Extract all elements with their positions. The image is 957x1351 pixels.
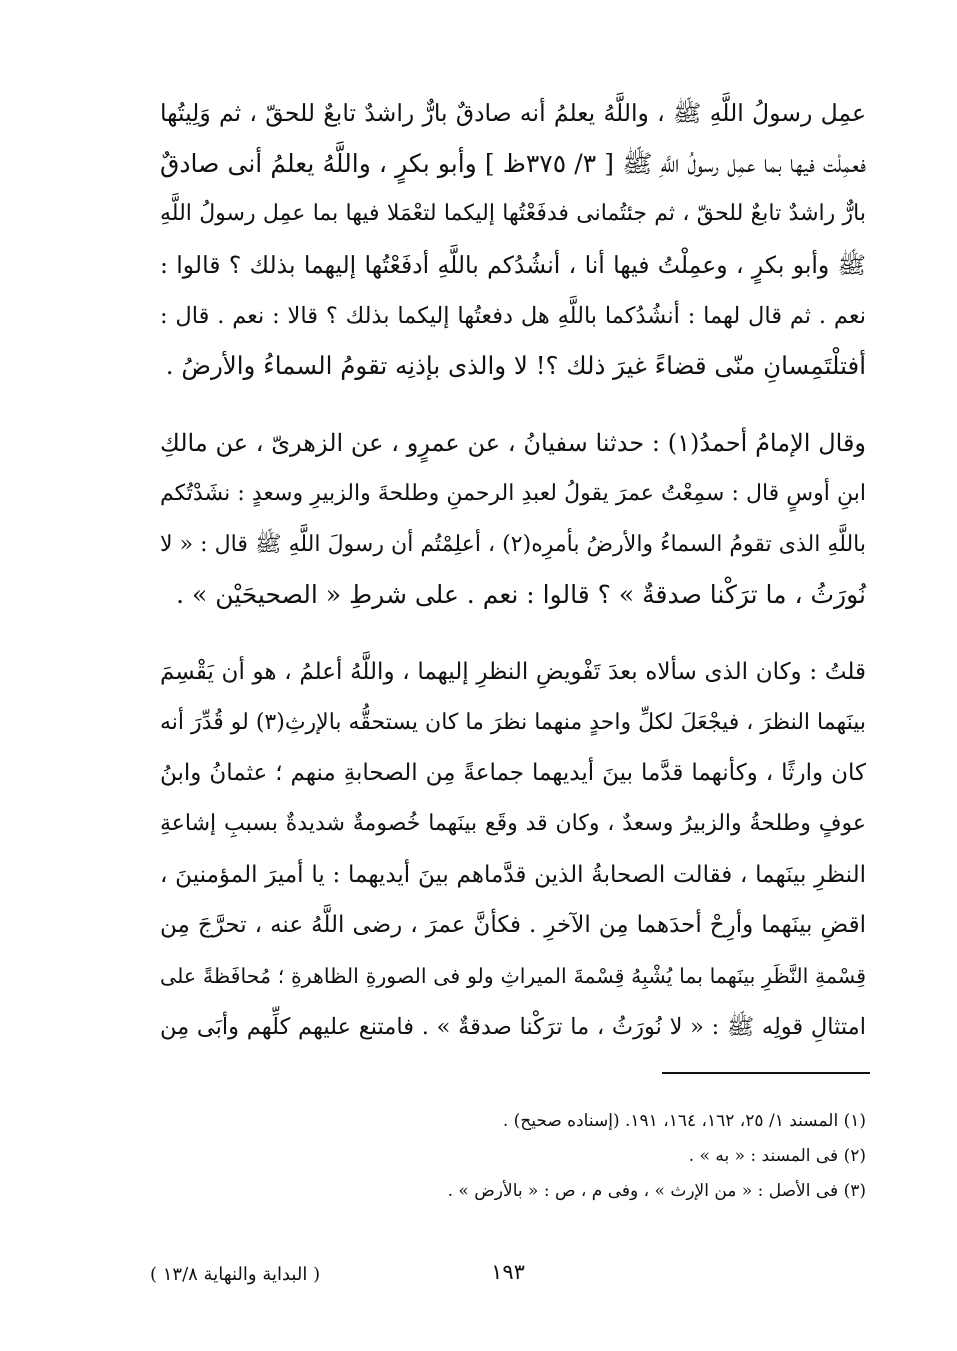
paragraph-1 (160, 88, 866, 392)
text-line: النظرِ بينَهما ، فقالت الصحابةُ الذين قدَّماهم بينَ أيديهما : يا أميرَ المؤمنينَ ، (160, 861, 866, 888)
text-line: كان وارثًا ، وكأنهما قدَّما بينَ أيديهما جماعةً مِن الصحابةِ منهم ؛ عثمانُ وابنُ (160, 760, 866, 787)
text-line: بينَهما النظرَ ، فيجْعَلَ لكلِّ واحدٍ منهما نظرَ ما كان يستحقُّه بالإرثِ(٣) لو قُدِّرَ أنه (160, 709, 866, 735)
paragraph-3 (160, 647, 866, 1053)
footnote-separator (662, 1072, 870, 1074)
text-line: امتثالِ قولِه ﷺ : « لا نُورَثُ ، ما ترَكْنا صدقةٌ » . فامتنع عليهم كلِّهم وأبَى مِن (160, 1013, 866, 1040)
footnote-3: (٣) فى الأصل : « من الإرث » ، وفى م ، ص : « بالأرض » . (447, 1181, 866, 1201)
main-text (160, 88, 866, 1052)
running-footer: ( البداية والنهاية ١٣/٨ ) (150, 1264, 321, 1285)
text-line: ﷺ وأبو بكرٍ ، وعمِلْتُ فيها أنا ، أنشُدُكم باللَّهِ أدفَعْتُها إليهما بذلك ؟ قالوا : (160, 251, 866, 280)
text-line: عوفٍ وطلحةُ والزبيرُ وسعدٌ ، وكان قد وقَع بينَهما خُصومةٌ شديدةٌ بسببِ إشاعةِ (160, 810, 866, 836)
text-line: اقضِ بينَهما وأرِحْ أحدَهما مِن الآخرِ . فكأنَّ عمرَ ، رضى اللَّهُ عنه ، تحرَّجَ مِن (160, 912, 866, 939)
page-number: ١٩٣ (491, 1260, 525, 1284)
text-line: بارٌّ راشدٌ تابعٌ للحقّ ، ثم جئتُمانى فدفَعْتُها إليكما لتعْمَلا فيها بما عمِل رسولُ اللَّهِ (160, 201, 866, 227)
footnote-1: (١) المسند ١/ ٢٥، ١٦٢، ١٦٤، ١٩١. (إسناده صحيح) . (502, 1111, 866, 1131)
text-line: ابنِ أوسٍ قال : سمِعْتُ عمرَ يقولُ لعبدِ الرحمنِ وطلحةَ والزبيرِ وسعدٍ : نشَدْتُكم (160, 480, 866, 506)
text-line: عمِل رسولُ اللَّهِ ﷺ ، واللَّهُ يعلمُ أنه صادقٌ بارٌّ راشدٌ تابعٌ للحقّ ، ثم وَلِيتُها (160, 99, 866, 127)
footnotes (160, 1104, 866, 1209)
text-line: وقال الإمامُ أحمدُ(١) : حدثنا سفيانُ ، عن عمرٍو ، عن الزهرىّ ، عن مالكِ (160, 429, 867, 458)
text-line: قلتُ : وكان الذى سألاه بعدَ تَفْويضِ النظرِ إليهما ، واللَّهُ أعلمُ ، هو أن يَقْسِمَ (160, 658, 866, 685)
text-line: أفتلْتَمِسانِ منّى قضاءً غيرَ ذلك ؟! لا والذى بإذنِه تقومُ السماءُ والأرضُ . (165, 351, 866, 381)
text-line: نُورَثُ ، ما ترَكْنا صدقةٌ » ؟ قالوا : نعم . على شرطِ « الصحيحَيْن » . (176, 580, 866, 610)
text-line: قِسْمةِ النَّظَرِ بينَهما بما يُشْبِهُ قِسْمةَ الميراثِ ولو فى الصورةِ الظاهرةِ ؛ مُحافَظةً على (160, 964, 866, 988)
footnote-2: (٢) فى المسند : « به » . (688, 1146, 866, 1166)
paragraph-2 (160, 418, 866, 621)
text-line: فعمِلْت فيها بما عمِل رسولُ اللَّهِ ﷺ [ ٣/ ٣٧٥ظ ] وأبو بكرٍ ، واللَّهُ يعلمُ أنى صادقٌ (160, 148, 866, 178)
text-line: نعم . ثم قال لهما : أنشُدُكما باللَّهِ هل دفعتُها إليكما بذلك ؟ قالا : نعم . قال : (160, 302, 866, 329)
text-line: باللَّهِ الذى تقومُ السماءُ والأرضُ بأمرِه(٢) ، أعلِمْتُم أن رسولَ اللَّهِ ﷺ قال : « لا (160, 531, 867, 557)
